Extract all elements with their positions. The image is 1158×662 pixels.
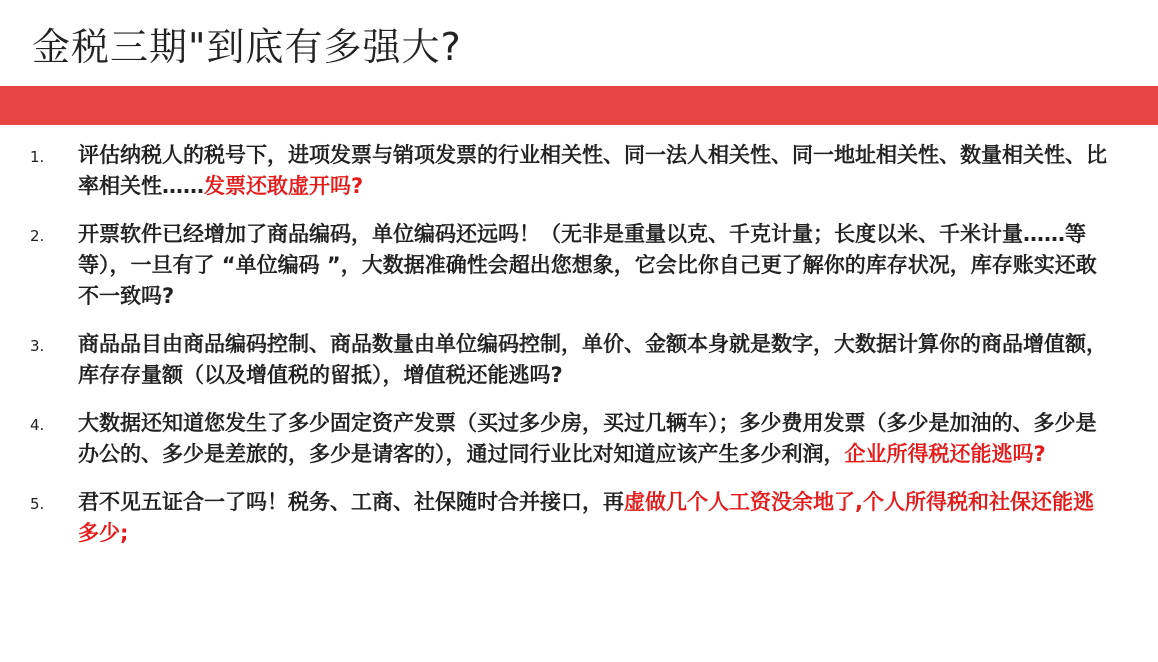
item-highlight-text: 虚做几个人工资没余地了,个人所得税和社保还能逃多少;: [78, 490, 1094, 545]
item-number: 3.: [30, 337, 45, 355]
list-item-5: [0, 487, 1108, 549]
title-accent-bar: [0, 86, 1158, 125]
item-number: 1.: [30, 148, 45, 166]
item-text: 开票软件已经增加了商品编码，单位编码还远吗！（无非是重量以克、千克计量；长度以米、千米计量……等等），一旦有了 “单位编码 ”，大数据准确性会超出您想象，它会比你自己更了解你的库存状况，库存账实还敢不一致吗?: [78, 222, 1097, 308]
list-item-1: [0, 140, 1108, 202]
item-text: 大数据还知道您发生了多少固定资产发票（买过多少房，买过几辆车）；多少费用发票（多少是加油的、多少是办公的、多少是差旅的，多少是请客的），通过同行业比对知道应该产生多少利润，: [78, 411, 1097, 466]
list-item-4: [0, 408, 1108, 470]
item-highlight-text: 企业所得税还能逃吗?: [844, 442, 1046, 466]
item-number: 2.: [30, 227, 45, 245]
item-text: 商品品目由商品编码控制、商品数量由单位编码控制，单价、金额本身就是数字，大数据计算你的商品增值额，库存存量额（以及增值税的留抵），增值税还能逃吗?: [78, 332, 1107, 387]
item-highlight-text: 发票还敢虚开吗?: [204, 174, 364, 198]
list-item-3: [0, 329, 1108, 391]
item-text: 君不见五证合一了吗！税务、工商、社保随时合并接口，再: [78, 490, 624, 514]
item-text: 评估纳税人的税号下，进项发票与销项发票的行业相关性、同一法人相关性、同一地址相关性、数量相关性、比率相关性……: [78, 143, 1107, 198]
item-number: 5.: [30, 495, 45, 513]
content-list: [0, 140, 1158, 566]
list-item-2: [0, 219, 1108, 312]
item-number: 4.: [30, 416, 45, 434]
page-title: 金税三期"到底有多强大?: [32, 25, 462, 69]
